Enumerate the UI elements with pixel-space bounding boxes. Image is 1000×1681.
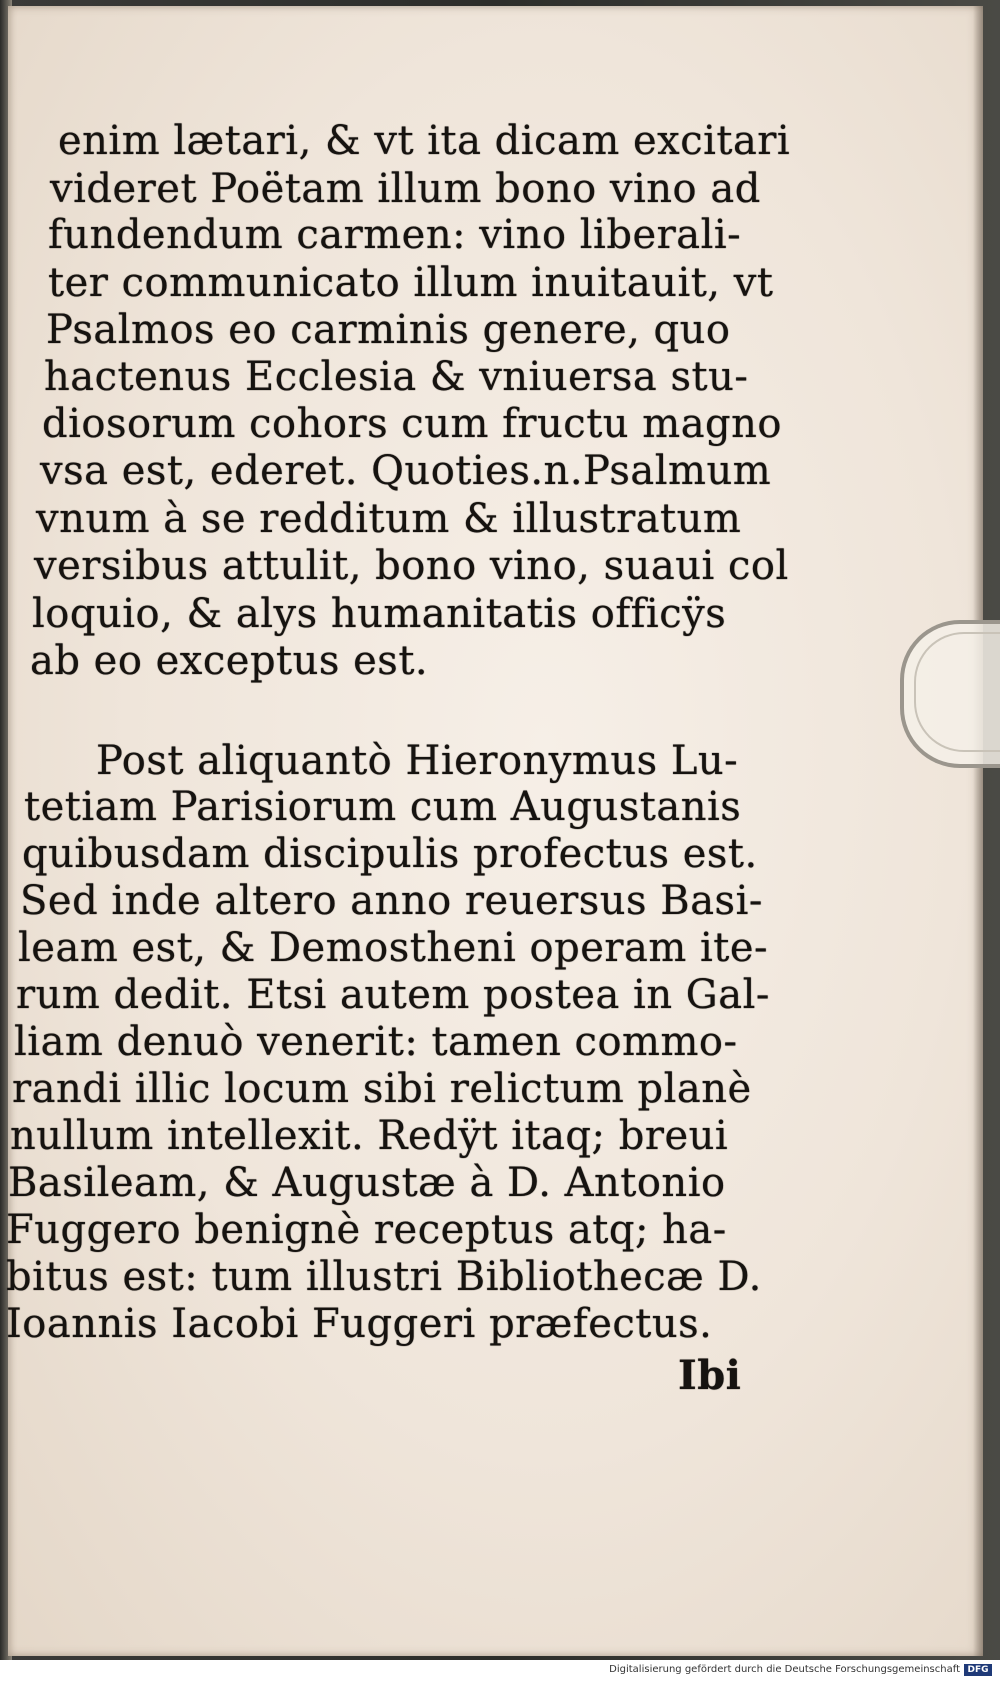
text-line: rum dedit. Etsi autem postea in Gal-: [16, 972, 770, 1018]
text-line: videret Poëtam illum bono vino ad: [50, 166, 761, 212]
clasp-loop-inner: [914, 632, 1000, 752]
text-line: Psalmos eo carminis genere, quo: [46, 307, 731, 353]
text-line: loquio, & alys humanitatis officÿs: [32, 591, 727, 637]
text-line: Sed inde altero anno reuersus Basi-: [20, 878, 763, 924]
text-line: liam denuò venerit: tamen commo-: [14, 1019, 738, 1065]
text-line: Fuggero benignè receptus atq; ha-: [6, 1207, 727, 1253]
dfg-logo: DFG: [964, 1664, 992, 1676]
text-line: randi illic locum sibi relictum planè: [12, 1066, 752, 1112]
text-line: diosorum cohors cum fructu magno: [42, 401, 782, 447]
text-line: enim lætari, & vt ita dicam excitari: [58, 118, 791, 164]
text-line: quibusdam discipulis profectus est.: [22, 831, 758, 877]
text-line: hactenus Ecclesia & vniuersa stu-: [44, 354, 749, 400]
text-line: Ioannis Iacobi Fuggeri præfectus.: [6, 1301, 713, 1347]
footer-credit: Digitalisierung gefördert durch die Deutsche Forschungsgemeinschaft: [609, 1664, 960, 1675]
text-line: fundendum carmen: vino liberali-: [48, 212, 742, 258]
text-line: vsa est, ederet. Quoties.n.Psalmum: [40, 448, 772, 494]
text-line: ter communicato illum inuitauit, vt: [48, 260, 774, 306]
catchword: Ibi: [678, 1352, 742, 1399]
text-line: nullum intellexit. Redÿt itaq; breui: [10, 1113, 729, 1159]
footer: [0, 1660, 1000, 1681]
text-line: Post aliquantò Hieronymus Lu-: [96, 738, 739, 784]
text-line: vnum à se redditum & illustratum: [36, 496, 742, 542]
text-line: ab eo exceptus est.: [30, 638, 429, 684]
text-line: bitus est: tum illustri Bibliothecæ D.: [6, 1254, 762, 1300]
text-line: versibus attulit, bono vino, suaui col: [34, 543, 789, 589]
text-line: tetiam Parisiorum cum Augustanis: [24, 784, 742, 830]
text-line: Basileam, & Augustæ à D. Antonio: [8, 1160, 726, 1206]
text-line: leam est, & Demostheni operam ite-: [18, 925, 769, 971]
